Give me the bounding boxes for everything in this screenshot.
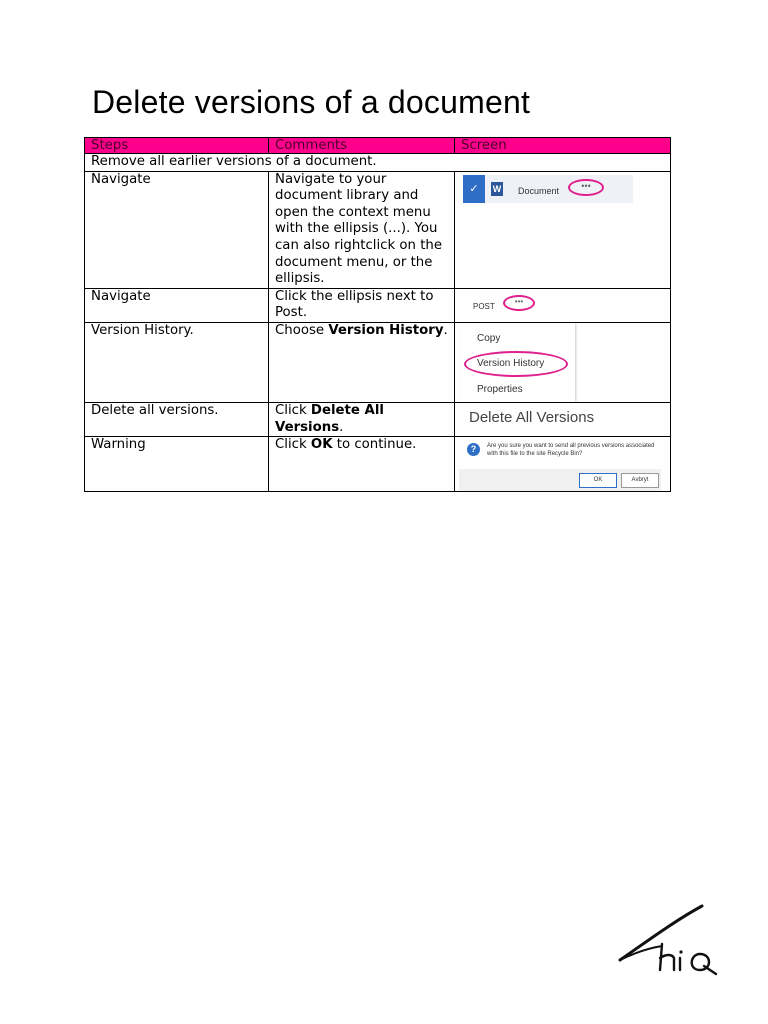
delete-all-versions-link: Delete All Versions: [469, 408, 595, 426]
table-row: [85, 288, 671, 322]
delete-all-screenshot: [461, 403, 661, 435]
comment-text: Click: [275, 402, 311, 418]
comment-text: to continue.: [332, 437, 417, 453]
table-row: [85, 402, 671, 436]
menu-item-properties: Properties: [477, 383, 523, 395]
step-cell: Navigate: [85, 288, 269, 322]
screen-cell: [455, 171, 671, 288]
comment-bold: Version History: [328, 322, 444, 338]
comment-cell: [269, 402, 455, 436]
warning-dialog-screenshot: [459, 437, 661, 491]
comment-bold: OK: [310, 437, 333, 453]
step-cell: Navigate: [85, 171, 269, 288]
document-row-screenshot: [463, 175, 633, 203]
comment-text: .: [339, 419, 344, 435]
post-label: POST: [473, 301, 495, 311]
table-row: [85, 322, 671, 402]
ellipsis-icon: •••: [568, 179, 604, 196]
dialog-footer: [459, 469, 661, 491]
dialog-message: Are you sure you want to send all previous versions associated with this file to the site Recycle Bin?: [487, 443, 655, 458]
post-row-screenshot: [465, 293, 555, 315]
word-file-icon: W: [492, 183, 502, 194]
document-name: Document: [518, 185, 560, 196]
screen-cell: [455, 402, 671, 436]
menu-item-version-history: Version History: [477, 357, 545, 369]
ok-button: OK: [579, 473, 617, 488]
question-icon: ?: [467, 443, 480, 456]
screen-cell: [455, 288, 671, 322]
header-comments: Comments: [269, 138, 455, 154]
intro-text: Remove all earlier versions of a document.: [85, 154, 671, 172]
step-cell: Warning: [85, 437, 269, 492]
cancel-button: Avbryt: [621, 473, 659, 488]
step-cell: Version History.: [85, 322, 269, 402]
comment-text: .: [443, 322, 448, 338]
screen-cell: [455, 437, 671, 492]
intro-row: [85, 154, 671, 172]
context-menu-screenshot: [461, 323, 575, 402]
table-row: [85, 437, 671, 492]
comment-cell: Click the ellipsis next to Post.: [269, 288, 455, 322]
checkmark-icon: ✓: [463, 175, 485, 203]
menu-item-copy: Copy: [477, 332, 501, 344]
ellipsis-icon: •••: [503, 295, 535, 311]
screen-cell: [455, 322, 671, 402]
comment-text: Click: [275, 437, 311, 453]
comment-cell: [269, 322, 455, 402]
comment-bold: Delete All Versions: [275, 402, 384, 435]
comment-text: Choose: [275, 322, 329, 338]
table-header-row: [85, 138, 671, 154]
hiq-logo: [616, 902, 720, 976]
table-row: [85, 171, 671, 288]
steps-table: [84, 137, 671, 492]
header-screen: Screen: [455, 138, 671, 154]
comment-cell: [269, 437, 455, 492]
step-cell: Delete all versions.: [85, 402, 269, 436]
header-steps: Steps: [85, 138, 269, 154]
page-title: Delete versions of a document: [92, 84, 531, 120]
comment-cell: Navigate to your document library and open the context menu with the ellipsis (...). You can also rightclick on the document menu, or the ellipsis.: [269, 171, 455, 288]
